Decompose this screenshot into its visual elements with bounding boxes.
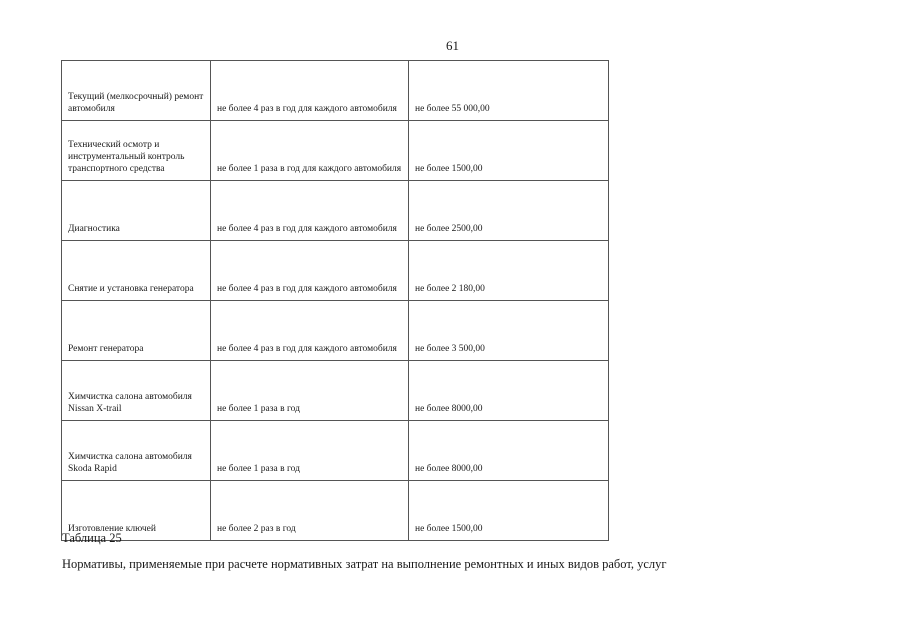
table-row (62, 121, 609, 181)
price-cell: не более 8000,00 (409, 421, 609, 481)
table-row (62, 301, 609, 361)
table-row (62, 421, 609, 481)
service-cell: Химчистка салона автомобиля Nissan X-trail (62, 361, 211, 421)
service-cell: Технический осмотр и инструментальный контроль транспортного средства (62, 121, 211, 181)
frequency-cell: не более 2 раз в год (211, 481, 409, 541)
page-number: 61 (446, 38, 459, 53)
table-caption: Таблица 25 (62, 531, 122, 545)
service-cell: Химчистка салона автомобиля Skoda Rapid (62, 421, 211, 481)
frequency-cell: не более 1 раза в год (211, 421, 409, 481)
price-cell: не более 1500,00 (409, 481, 609, 541)
price-cell: не более 55 000,00 (409, 61, 609, 121)
price-cell: не более 8000,00 (409, 361, 609, 421)
service-cell: Текущий (мелкосрочный) ремонт автомобиля (62, 61, 211, 121)
frequency-cell: не более 4 раз в год для каждого автомобиля (211, 61, 409, 121)
frequency-cell: не более 1 раза в год для каждого автомобиля (211, 121, 409, 181)
price-cell: не более 2500,00 (409, 181, 609, 241)
price-cell: не более 2 180,00 (409, 241, 609, 301)
table-description: Нормативы, применяемые при расчете нормативных затрат на выполнение ремонтных и иных видов работ, услуг (62, 557, 667, 571)
price-cell: не более 3 500,00 (409, 301, 609, 361)
table-row (62, 361, 609, 421)
frequency-cell: не более 1 раза в год (211, 361, 409, 421)
service-cell: Ремонт генератора (62, 301, 211, 361)
table-row (62, 61, 609, 121)
service-cell: Снятие и установка генератора (62, 241, 211, 301)
service-cell: Изготовление ключей (62, 481, 211, 541)
table-row (62, 241, 609, 301)
price-cell: не более 1500,00 (409, 121, 609, 181)
service-cell: Диагностика (62, 181, 211, 241)
frequency-cell: не более 4 раз в год для каждого автомобиля (211, 301, 409, 361)
norms-table (61, 60, 609, 541)
frequency-cell: не более 4 раз в год для каждого автомобиля (211, 241, 409, 301)
table-row (62, 481, 609, 541)
table-row (62, 181, 609, 241)
frequency-cell: не более 4 раз в год для каждого автомобиля (211, 181, 409, 241)
